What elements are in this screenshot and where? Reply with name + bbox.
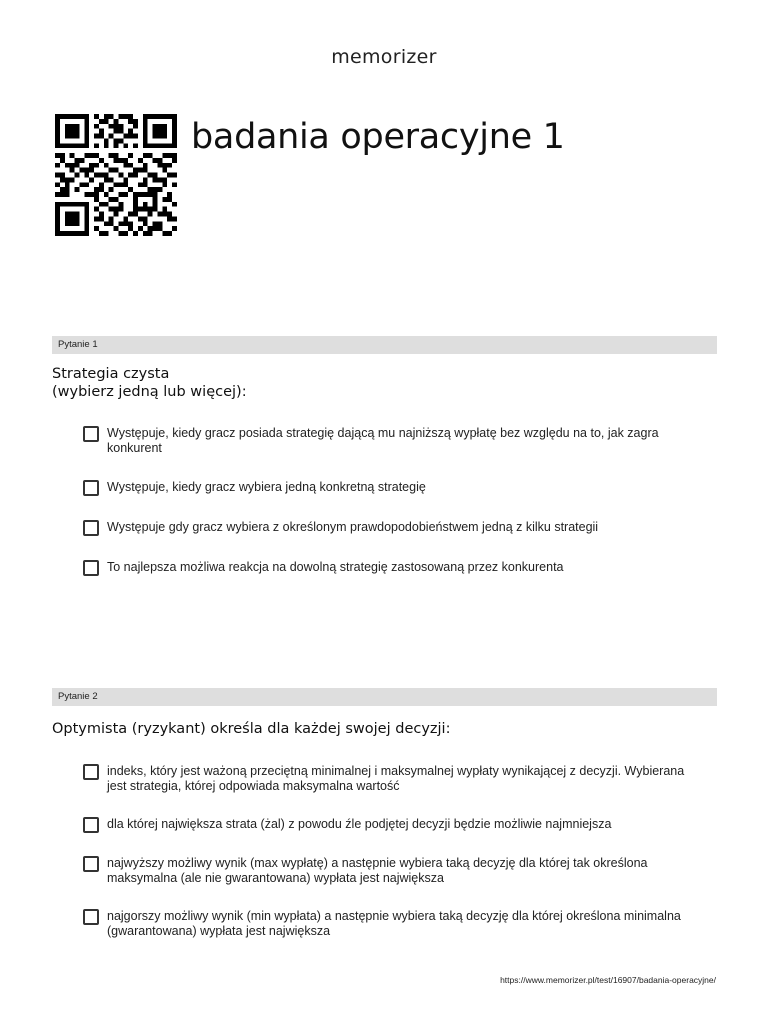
option-label: To najlepsza możliwa reakcja na dowolną strategię zastosowaną przez konkurenta — [107, 560, 564, 574]
question-2-header: Pytanie 2 — [52, 688, 717, 706]
option-label: najwyższy możliwy wynik (max wypłatę) a następnie wybiera taką decyzję dla której tak określona maksymalna (ale nie gwarantowana) wypłata jest największa — [107, 856, 648, 885]
option-label: indeks, który jest ważoną przeciętną minimalnej i maksymalnej wypłaty wynikającej z decyzji. Wybierana jest strategia, której odpowiada maksymalna wartość — [107, 764, 685, 793]
question-1-line-2: (wybierz jedną lub więcej): — [52, 384, 247, 400]
page-title: badania operacyjne 1 — [191, 117, 565, 157]
footer-url[interactable]: https://www.memorizer.pl/test/16907/badania-operacyjne/ — [500, 975, 716, 985]
option-label: Występuje gdy gracz wybiera z określonym prawdopodobieństwem jedną z kilku strategii — [107, 520, 599, 534]
checkbox[interactable] — [83, 560, 99, 576]
option-label: Występuje, kiedy gracz posiada strategię dającą mu najniższą wypłatę bez względu na to, jak zagra konkurent — [107, 426, 659, 455]
checkbox[interactable] — [83, 480, 99, 496]
checkbox[interactable] — [83, 909, 99, 925]
option-label: Występuje, kiedy gracz wybiera jedną konkretną strategię — [107, 480, 426, 494]
checkbox[interactable] — [83, 817, 99, 833]
checkbox[interactable] — [83, 856, 99, 872]
checkbox[interactable] — [83, 520, 99, 536]
qr-code — [52, 114, 180, 236]
checkbox[interactable] — [83, 426, 99, 442]
option-label: najgorszy możliwy wynik (min wypłata) a następnie wybiera taką decyzję dla której określona minimalna (gwarantowana) wypłata jest największa — [107, 909, 681, 938]
question-2-text: Optymista (ryzykant) określa dla każdej swojej decyzji: — [52, 721, 451, 737]
memorizer-logo: memorizer — [331, 46, 437, 68]
question-1-line-1: Strategia czysta — [52, 366, 170, 382]
checkbox[interactable] — [83, 764, 99, 780]
option-label: dla której największa strata (żal) z powodu źle podjętej decyzji będzie możliwie najmniejsza — [107, 817, 612, 831]
question-1-header: Pytanie 1 — [52, 336, 717, 354]
question-1-text — [52, 365, 247, 401]
